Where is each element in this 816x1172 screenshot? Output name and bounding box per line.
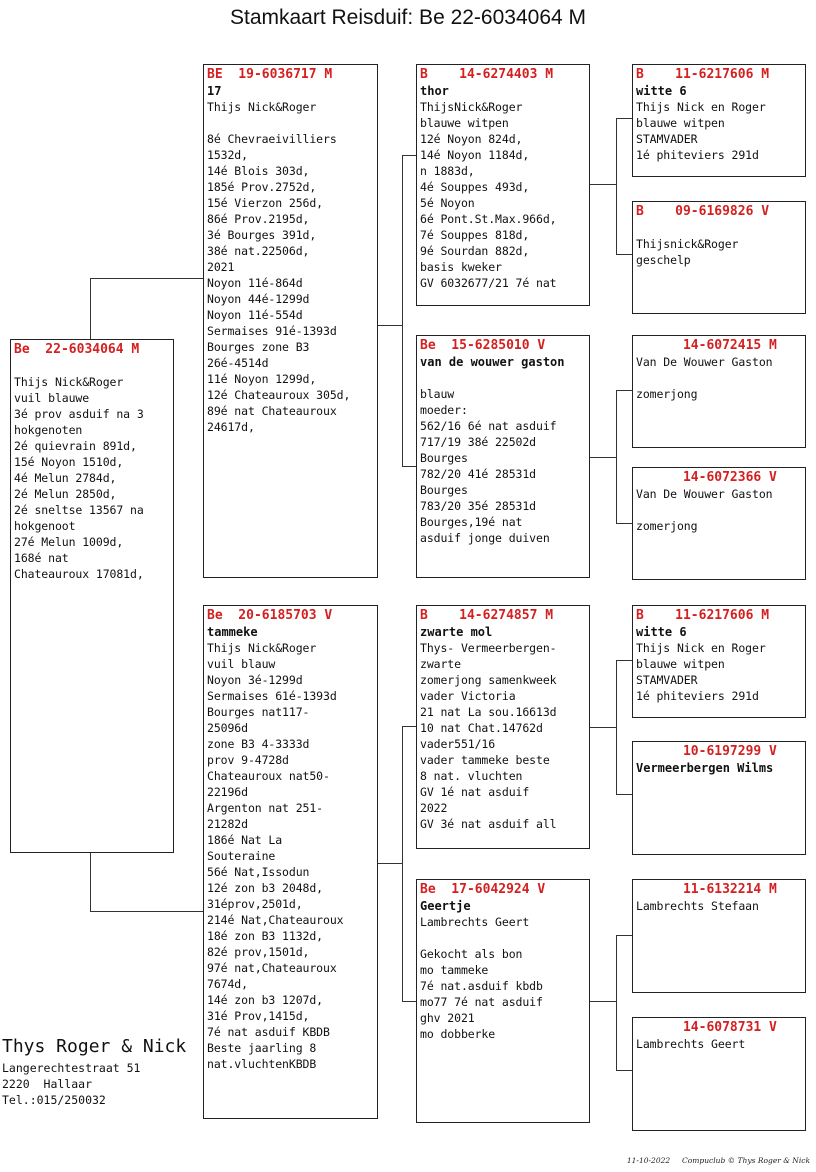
pedigree-line: GV 1é nat asduif [420,785,530,799]
pedigree-line: GV 3é nat asduif all [420,817,557,831]
pedigree-line: 14é Noyon 1184d, [420,148,530,162]
pedigree-line: 14é zon b3 1207d, [207,993,324,1007]
ring-number: 14-6078731 V [636,1020,777,1035]
pedigree-line: Bourges [420,451,468,465]
pedigree-line: 21282d [207,817,248,831]
pedigree-line: Chateauroux nat50- [207,769,330,783]
pedigree-line: Lambrechts Geert [420,915,530,929]
connector-line [616,118,617,255]
pedigree-line: Lambrechts Geert [636,1037,746,1051]
pigeon-name: van de wouwer gaston [420,355,565,369]
pigeon-card-fff[interactable] [632,64,806,177]
pedigree-line: 168é nat [14,551,69,565]
pedigree-line: Thijs Nick en Roger [636,641,766,655]
pedigree-line: 3é prov asduif na 3 [14,407,144,421]
pedigree-line: 26é-4514d [207,356,269,370]
pedigree-line: Noyon 3é-1299d [207,673,303,687]
ring-number: B 09-6169826 V [636,204,770,219]
pedigree-line: zomerjong [636,387,698,401]
pedigree-line: vuil blauw [207,657,276,671]
ring-number: B 11-6217606 M [636,67,770,82]
footer-credit: 11-10-2022 Compuclub © Thys Roger & Nick [626,1156,810,1165]
pedigree-line: 15é Noyon 1510d, [14,455,124,469]
owner-phone: Tel.:015/250032 [2,1093,106,1107]
pigeon-name: thor [420,84,449,98]
pedigree-line: prov 9-4728d [207,753,289,767]
pigeon-card-mf[interactable] [416,605,590,849]
pedigree-line [636,502,802,518]
pedigree-line: 82é prov,1501d, [207,945,310,959]
pedigree-line: Noyon 11é-554d [207,308,303,322]
pigeon-card-mmf[interactable] [632,879,806,993]
pedigree-line: Chateauroux 17081d, [14,567,144,581]
pedigree-line: ghv 2021 [420,1011,475,1025]
connector-line [90,278,91,340]
pedigree-line: 3é Bourges 391d, [207,228,317,242]
pedigree-line: Van De Wouwer Gaston [636,355,773,369]
connector-line [616,254,633,255]
pigeon-card-mmm[interactable] [632,1017,806,1131]
pedigree-line: Sermaises 91é-1393d [207,324,337,338]
pedigree-line: Argenton nat 251- [207,801,324,815]
ring-number: B 11-6217606 M [636,608,770,623]
pedigree-line: 7é nat.asduif kbdb [420,979,543,993]
pedigree-line: 4é Souppes 493d, [420,180,530,194]
ring-number: Be 20-6185703 V [207,608,333,623]
connector-line [377,863,403,864]
pedigree-line: 4é Melun 2784d, [14,471,117,485]
pigeon-card-mm[interactable] [416,879,590,1123]
ring-number: 14-6072415 M [636,338,777,353]
connector-line [616,935,633,936]
pedigree-line: zwarte [420,657,461,671]
pedigree-line: Thys- Vermeerbergen- [420,641,557,655]
pigeon-card-fm[interactable] [416,335,590,578]
pedigree-line: 1é phiteviers 291d [636,689,759,703]
pigeon-name: 17 [207,84,222,98]
pedigree-line: 31é Prov,1415d, [207,1009,310,1023]
ring-number: Be 22-6034064 M [14,342,140,357]
connector-line [90,911,204,912]
pedigree-line: 38é nat.22506d, [207,244,310,258]
connector-line [402,155,403,467]
pedigree-line [14,358,170,374]
pedigree-line [420,930,586,946]
pedigree-line: 12é Chateauroux 305d, [207,388,351,402]
pedigree-line: 8é Chevraeivilliers [207,132,337,146]
pigeon-card-ff[interactable] [416,64,590,306]
connector-line [616,118,633,119]
pigeon-card-main[interactable] [10,339,174,853]
pedigree-line: blauwe witpen [420,116,509,130]
pigeon-card-father[interactable] [203,64,378,578]
pedigree-line: blauwe witpen [636,657,725,671]
connector-line [589,1001,617,1002]
connector-line [589,184,617,185]
pedigree-line: vader551/16 [420,737,496,751]
pedigree-line: Thijs Nick en Roger [636,100,766,114]
pigeon-name: Geertje [420,899,471,913]
pedigree-line: 12é zon b3 2048d, [207,881,324,895]
connector-line [402,726,417,727]
pigeon-card-fmf[interactable] [632,335,806,448]
pedigree-line: 2021 [207,260,235,274]
pedigree-line: 31éprov,2501d, [207,897,303,911]
pedigree-line [207,115,374,131]
pigeon-name: Vermeerbergen Wilms [636,761,774,775]
pedigree-line [420,370,586,386]
pedigree-line: 185é Prov.2752d, [207,180,317,194]
pedigree-line: 8 nat. vluchten [420,769,523,783]
pedigree-line: basis kweker [420,260,502,274]
pedigree-line: Sermaises 61é-1393d [207,689,337,703]
pedigree-line: 1532d, [207,148,248,162]
pedigree-line: Bourges [420,483,468,497]
pedigree-line: mo77 7é nat asduif [420,995,543,1009]
pedigree-line: 6é Pont.St.Max.966d, [420,212,557,226]
ring-number: B 14-6274857 M [420,608,554,623]
pedigree-line: 89é nat Chateauroux [207,404,337,418]
pedigree-line: 2022 [420,801,448,815]
pedigree-line: GV 6032677/21 7é nat [420,276,557,290]
pedigree-line [636,220,802,236]
ring-number: Be 15-6285010 V [420,338,546,353]
ring-number: Be 17-6042924 V [420,882,546,897]
ring-number: B 14-6274403 M [420,67,554,82]
pedigree-line [636,370,802,386]
connector-line [616,660,633,661]
pedigree-line: Van De Wouwer Gaston [636,487,773,501]
pedigree-line: Bourges nat117- [207,705,310,719]
connector-line [616,794,633,795]
pedigree-line: Bourges,19é nat [420,515,523,529]
pedigree-line: 214é Nat,Chateauroux [207,913,344,927]
pedigree-line: ThijsNick&Roger [420,100,523,114]
connector-line [616,1070,633,1071]
connector-line [589,727,617,728]
pigeon-card-mfm[interactable] [632,741,806,855]
pedigree-line: Noyon 44é-1299d [207,292,310,306]
pedigree-line: nat.vluchtenKBDB [207,1057,317,1071]
pedigree-line: 9é Sourdan 882d, [420,244,530,258]
pedigree-line: 12é Noyon 824d, [420,132,523,146]
connector-line [90,852,91,912]
pedigree-line: Thijs Nick&Roger [14,375,124,389]
page-title: Stamkaart Reisduif: Be 22-6034064 M [229,6,587,29]
pedigree-line: 18é zon B3 1132d, [207,929,324,943]
pigeon-name: tammeke [207,625,258,639]
pedigree-line: Thijs Nick&Roger [207,641,317,655]
connector-line [402,726,403,1002]
connector-line [377,325,403,326]
pedigree-line: 25096d [207,721,248,735]
pigeon-name: zwarte mol [420,625,493,639]
pedigree-line: moeder: [420,403,468,417]
pedigree-line: Thijs Nick&Roger [207,100,317,114]
pedigree-line: blauwe witpen [636,116,725,130]
pedigree-line: mo dobberke [420,1027,496,1041]
pedigree-line: 2é sneltse 13567 na [14,503,144,517]
pedigree-line: 56é Nat,Issodun [207,865,310,879]
pedigree-line: 2é quievrain 891d, [14,439,137,453]
connector-line [90,278,204,279]
pigeon-name: witte 6 [636,84,687,98]
pedigree-line: Noyon 11é-864d [207,276,303,290]
pedigree-line: Souteraine [207,849,276,863]
ring-number: 11-6132214 M [636,882,777,897]
connector-line [402,466,417,467]
owner-city: 2220 Hallaar [2,1077,93,1091]
pedigree-line: 717/19 38é 22502d [420,435,537,449]
pedigree-line: 1é phiteviers 291d [636,148,759,162]
pedigree-line: Beste jaarling 8 [207,1041,317,1055]
pedigree-line: hokgenoten [14,423,83,437]
pedigree-line: asduif jonge duiven [420,531,550,545]
connector-line [616,390,633,391]
pedigree-line: 14é Blois 303d, [207,164,310,178]
pedigree-line: 782/20 41é 28531d [420,467,537,481]
connector-line [402,155,417,156]
pigeon-card-ffm[interactable] [632,201,806,314]
pigeon-card-mff[interactable] [632,605,806,718]
pedigree-line: vader Victoria [420,689,516,703]
pedigree-line: 5é Noyon [420,196,475,210]
connector-line [616,935,617,1071]
pedigree-line: 7674d, [207,977,248,991]
pedigree-line: 7é nat asduif KBDB [207,1025,330,1039]
pedigree-line: 22196d [207,785,248,799]
pedigree-line: 27é Melun 1009d, [14,535,124,549]
pedigree-line: 2é Melun 2850d, [14,487,117,501]
pedigree-line: zone B3 4-3333d [207,737,310,751]
ring-number: 14-6072366 V [636,470,777,485]
pedigree-line: zomerjong samenkweek [420,673,557,687]
pigeon-card-fmm[interactable] [632,467,806,580]
pedigree-line: Bourges zone B3 [207,340,310,354]
pigeon-card-mother[interactable] [203,605,378,1119]
pedigree-line: 15é Vierzon 256d, [207,196,324,210]
pedigree-line: 7é Souppes 818d, [420,228,530,242]
ring-number: BE 19-6036717 M [207,67,333,82]
owner-street: Langerechtestraat 51 [2,1061,141,1075]
pigeon-name: witte 6 [636,625,687,639]
pedigree-line: vuil blauwe [14,391,90,405]
connector-line [589,457,617,458]
pedigree-line: 783/20 35é 28531d [420,499,537,513]
connector-line [616,523,633,524]
pedigree-line: Lambrechts Stefaan [636,899,759,913]
pedigree-line: hokgenoot [14,519,76,533]
pedigree-line: n 1883d, [420,164,475,178]
pedigree-line: STAMVADER [636,673,698,687]
pedigree-line: 186é Nat La [207,833,283,847]
pedigree-line: 97é nat,Chateauroux [207,961,337,975]
pedigree-line: 86é Prov.2195d, [207,212,310,226]
pedigree-line: Thijsnick&Roger [636,237,739,251]
pedigree-line: 10 nat Chat.14762d [420,721,543,735]
pedigree-line: vader tammeke beste [420,753,550,767]
pedigree-line: 11é Noyon 1299d, [207,372,317,386]
pedigree-line: 562/16 6é nat asduif [420,419,557,433]
pedigree-line: STAMVADER [636,132,698,146]
owner-name: Thys Roger & Nick [2,1036,187,1057]
pedigree-line: geschelp [636,253,691,267]
pedigree-line: 24617d, [207,420,255,434]
pedigree-line: mo tammeke [420,963,489,977]
pedigree-line: 21 nat La sou.16613d [420,705,557,719]
connector-line [402,1001,417,1002]
pedigree-line: blauw [420,387,455,401]
connector-line [616,660,617,795]
pedigree-line: Gekocht als bon [420,947,523,961]
pedigree-line: zomerjong [636,519,698,533]
connector-line [616,390,617,524]
ring-number: 10-6197299 V [636,744,777,759]
